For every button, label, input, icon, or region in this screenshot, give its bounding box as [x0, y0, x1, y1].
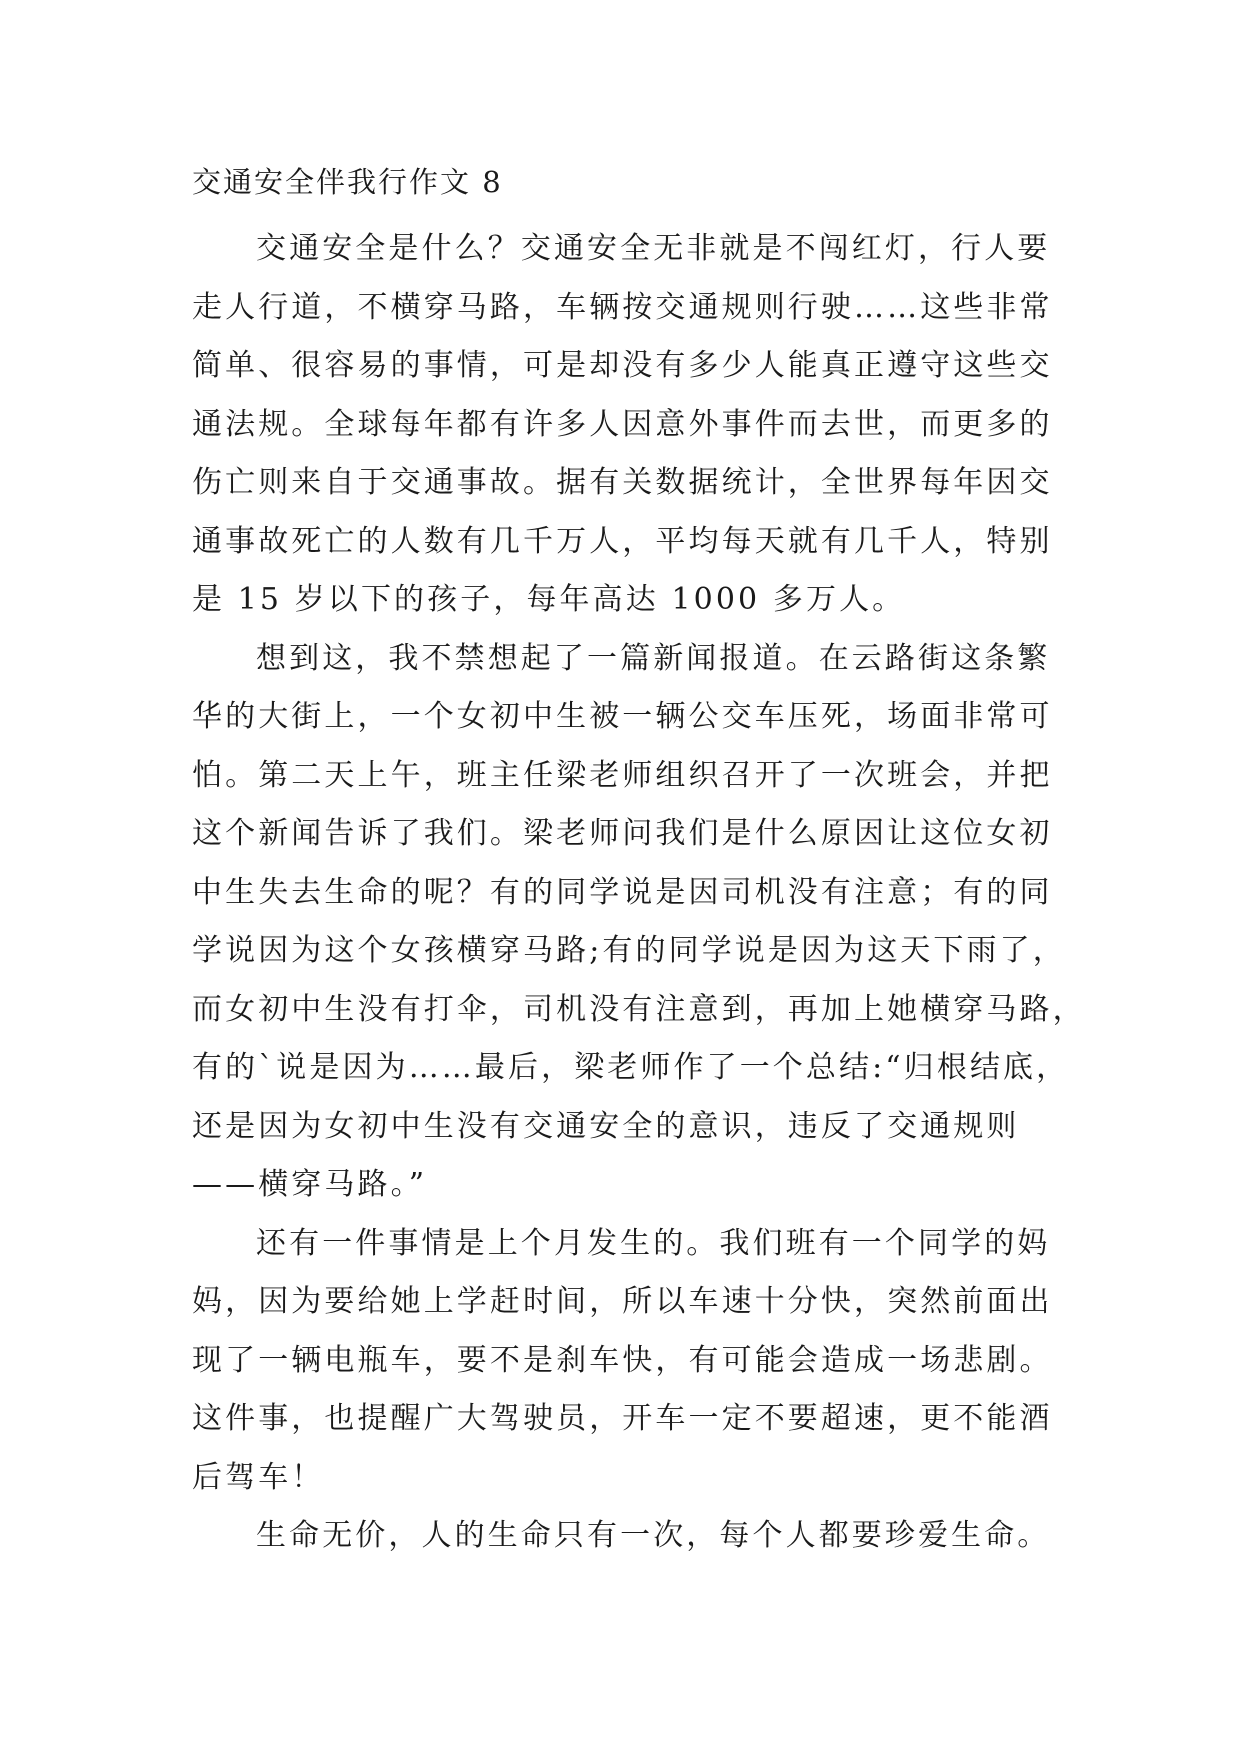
text-line: 走人行道，不横穿马路，车辆按交通规则行驶……这些非常	[192, 289, 1053, 325]
text-line: 华的大街上，一个女初中生被一辆公交车压死，场面非常可	[192, 699, 1053, 734]
text-line: 伤亡则来自于交通事故。据有关数据统计，全世界每年因交	[192, 465, 1053, 500]
text-line: 怕。第二天上午，班主任梁老师组织召开了一次班会，并把	[192, 757, 1053, 793]
text-line: 后驾车！	[192, 1459, 325, 1495]
text-line: 通事故死亡的人数有几千万人，平均每天就有几千人，特别	[192, 523, 1053, 559]
text-line: 还有一件事情是上个月发生的。我们班有一个同学的妈	[256, 1225, 1051, 1261]
text-line: 有的`说是因为……最后，梁老师作了一个总结:“归根结底，	[192, 1050, 1070, 1085]
text-line: 还是因为女初中生没有交通安全的意识，违反了交通规则	[192, 1108, 1020, 1144]
text-line: 而女初中生没有打伞，司机没有注意到，再加上她横穿马路，	[192, 991, 1086, 1027]
text-line: 现了一辆电瓶车，要不是刹车快，有可能会造成一场悲剧。	[192, 1342, 1053, 1378]
document-title: 交通安全伴我行作文 8	[192, 165, 503, 199]
text-line: 学说因为这个女孩横穿马路;有的同学说是因为这天下雨了，	[192, 933, 1066, 968]
document-body	[192, 220, 1086, 1566]
text-line: 中生失去生命的呢？有的同学说是因司机没有注意；有的同	[192, 874, 1053, 910]
text-line: 是 15 岁以下的孩子，每年高达 1000 多万人。	[192, 582, 906, 617]
document-page	[192, 162, 1086, 1566]
text-line: 这件事，也提醒广大驾驶员，开车一定不要超速，更不能酒	[192, 1401, 1053, 1436]
text-line: 生命无价，人的生命只有一次，每个人都要珍爱生命。	[256, 1518, 1051, 1553]
paragraph	[192, 630, 1086, 1215]
paragraph	[192, 1507, 1072, 1566]
text-line: 妈，因为要给她上学赶时间，所以车速十分快，突然前面出	[192, 1284, 1053, 1319]
paragraph	[192, 220, 1072, 630]
text-line: 简单、很容易的事情，可是却没有多少人能真正遵守这些交	[192, 348, 1053, 383]
text-line: 通法规。全球每年都有许多人因意外事件而去世，而更多的	[192, 406, 1053, 442]
text-line: 交通安全是什么？交通安全无非就是不闯红灯，行人要	[256, 231, 1051, 266]
text-line: 这个新闻告诉了我们。梁老师问我们是什么原因让这位女初	[192, 816, 1053, 851]
text-line: 想到这，我不禁想起了一篇新闻报道。在云路街这条繁	[256, 640, 1051, 676]
paragraph	[192, 1215, 1072, 1508]
text-line: ——横穿马路。”	[192, 1167, 428, 1202]
